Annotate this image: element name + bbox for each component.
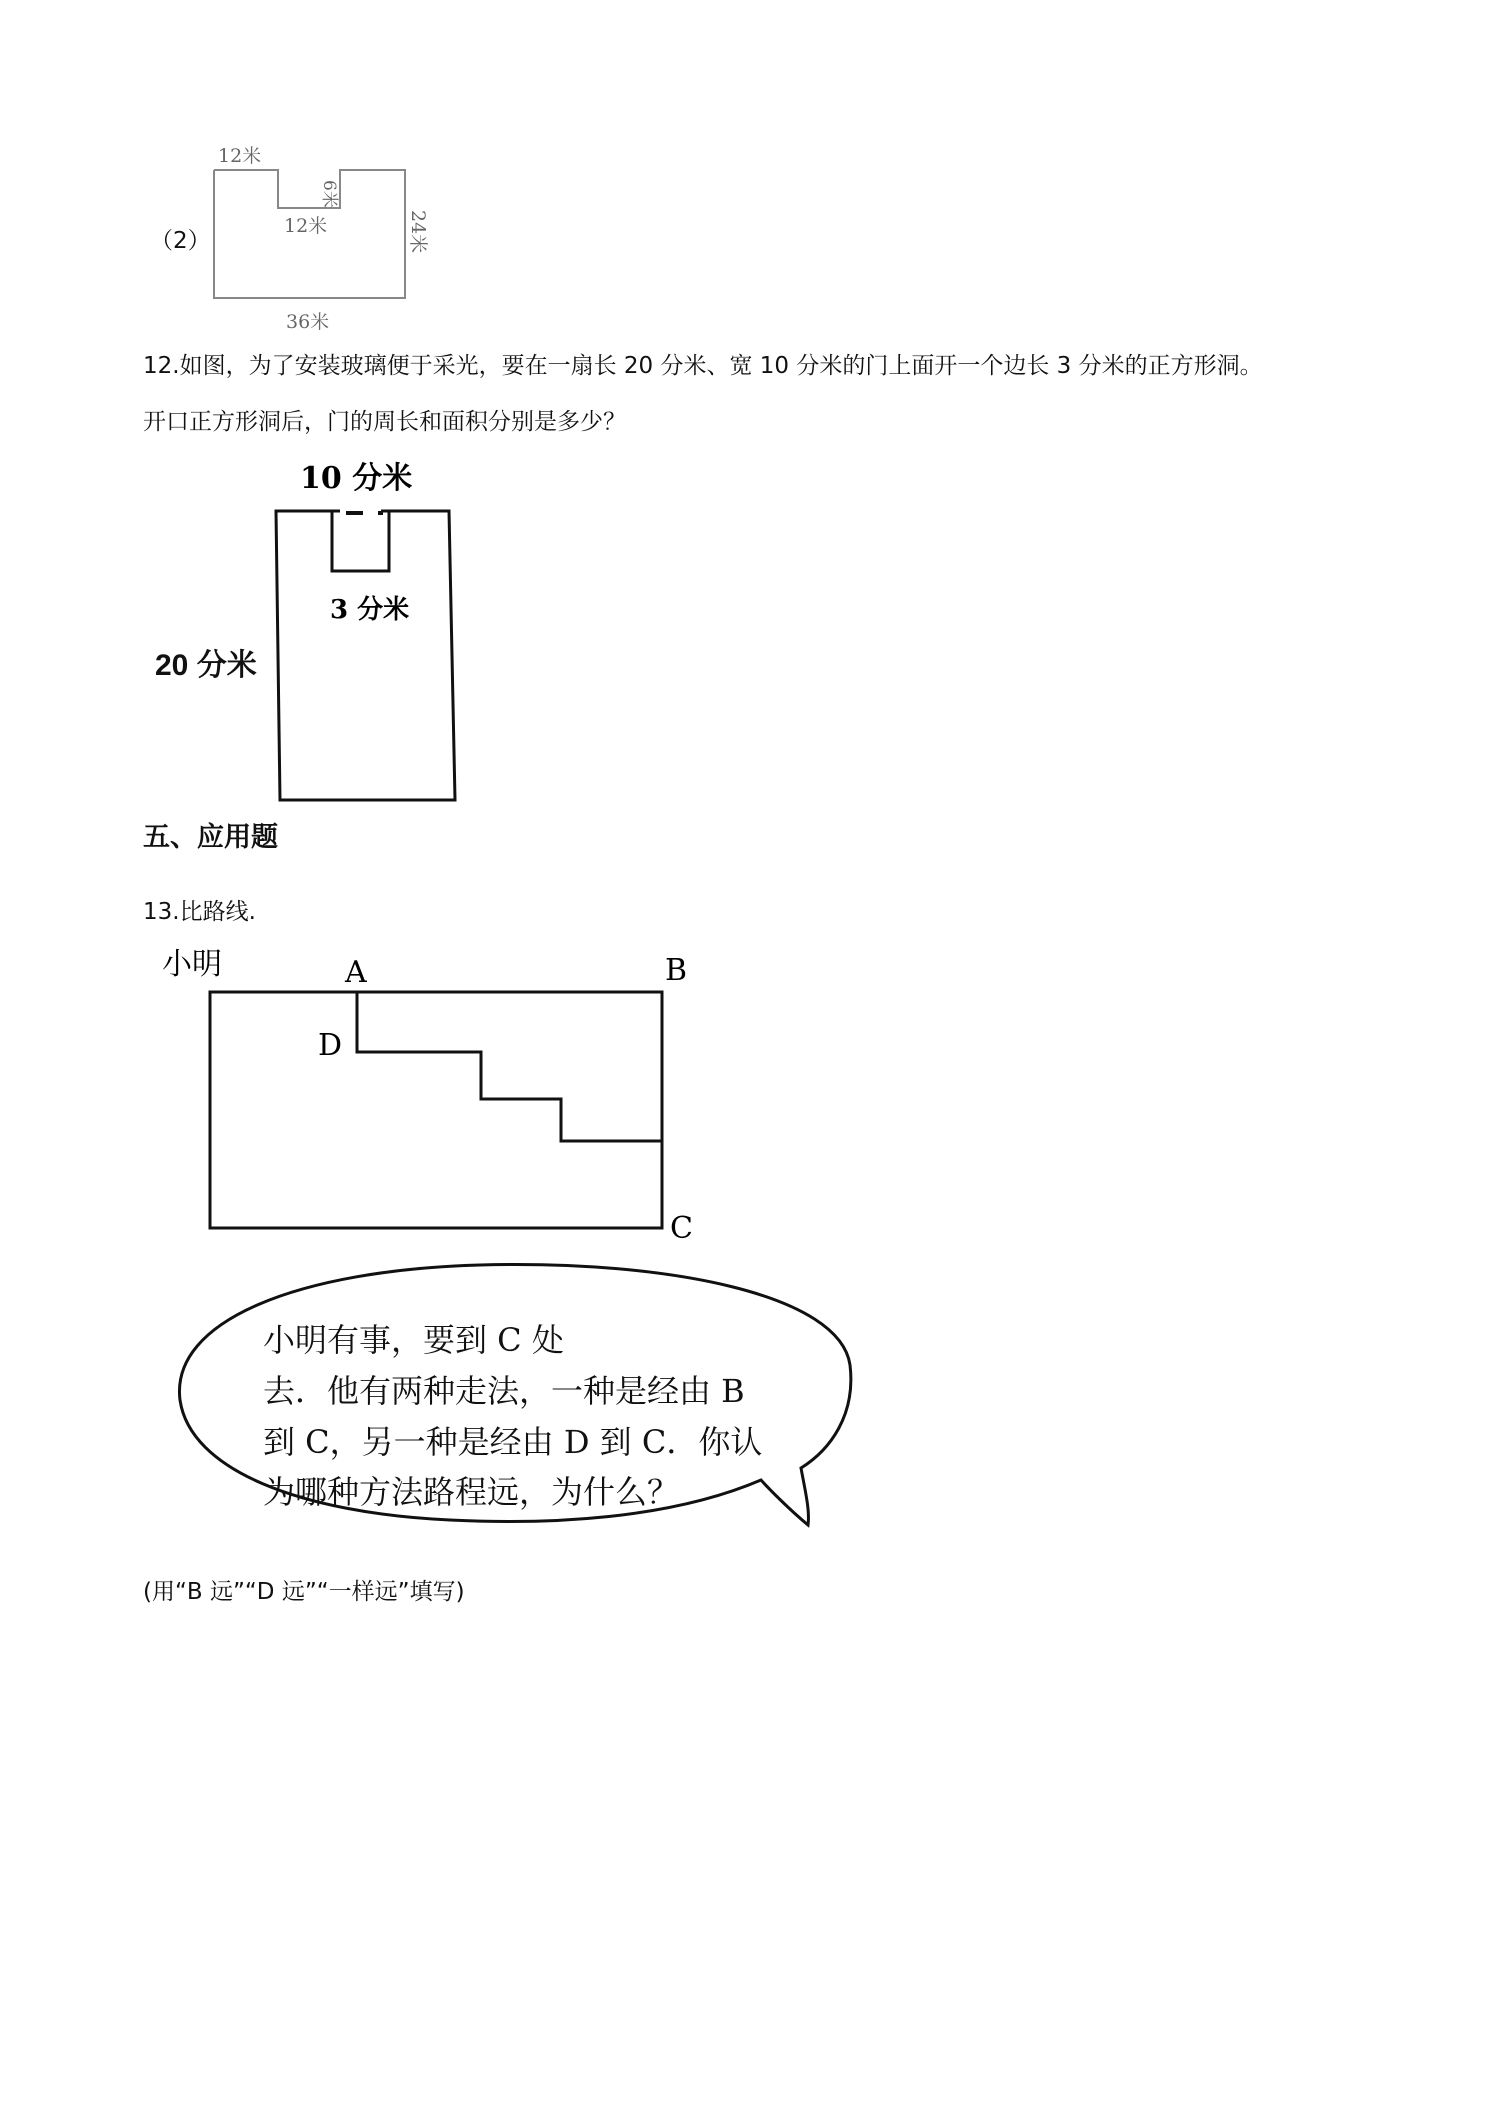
point-a-label: A (345, 955, 367, 990)
person-label: 小明 (162, 947, 222, 982)
route-map (150, 940, 710, 1270)
q11-top-left-length: 12米 (218, 145, 262, 167)
bubble-text-line3: 到 C，另一种是经由 D 到 C．你认 (263, 1423, 763, 1461)
q11-notch-width: 12米 (284, 215, 328, 237)
q11-bottom-length: 36米 (286, 311, 330, 333)
point-d-label: D (318, 1028, 343, 1063)
q11-right-height: 24米 (407, 210, 429, 254)
q12-text-line2: 开口正方形洞后，门的周长和面积分别是多少？ (143, 409, 626, 435)
door-width-label: 10 分米 (300, 461, 413, 496)
point-b-label: B (665, 953, 688, 988)
q11-part2-label: （2） (150, 228, 211, 254)
q13-title: 13.比路线. (143, 899, 256, 925)
q13-answer-hint: (用“B 远”“D 远”“一样远”填写) (143, 1579, 465, 1605)
bubble-text-line1: 小明有事，要到 C 处 (263, 1321, 564, 1359)
hole-size-label: 3 分米 (330, 595, 410, 625)
q12-text-line1: 12.如图，为了安装玻璃便于采光，要在一扇长 20 分米、宽 10 分米的门上面开一个边长 3 分米的正方形洞。 (143, 353, 1263, 379)
bubble-text-line4: 为哪种方法路程远，为什么？ (263, 1473, 680, 1511)
bubble-text-line2: 去．他有两种走法，一种是经由 B (263, 1372, 745, 1410)
point-c-label: C (670, 1211, 693, 1246)
section-heading: 五、应用题 (143, 822, 278, 853)
q11-notch-depth: 6米 (319, 180, 339, 208)
q11-part2-figure (200, 140, 440, 340)
door-length-label: 20 分米 (155, 649, 257, 682)
door-figure (150, 455, 480, 815)
